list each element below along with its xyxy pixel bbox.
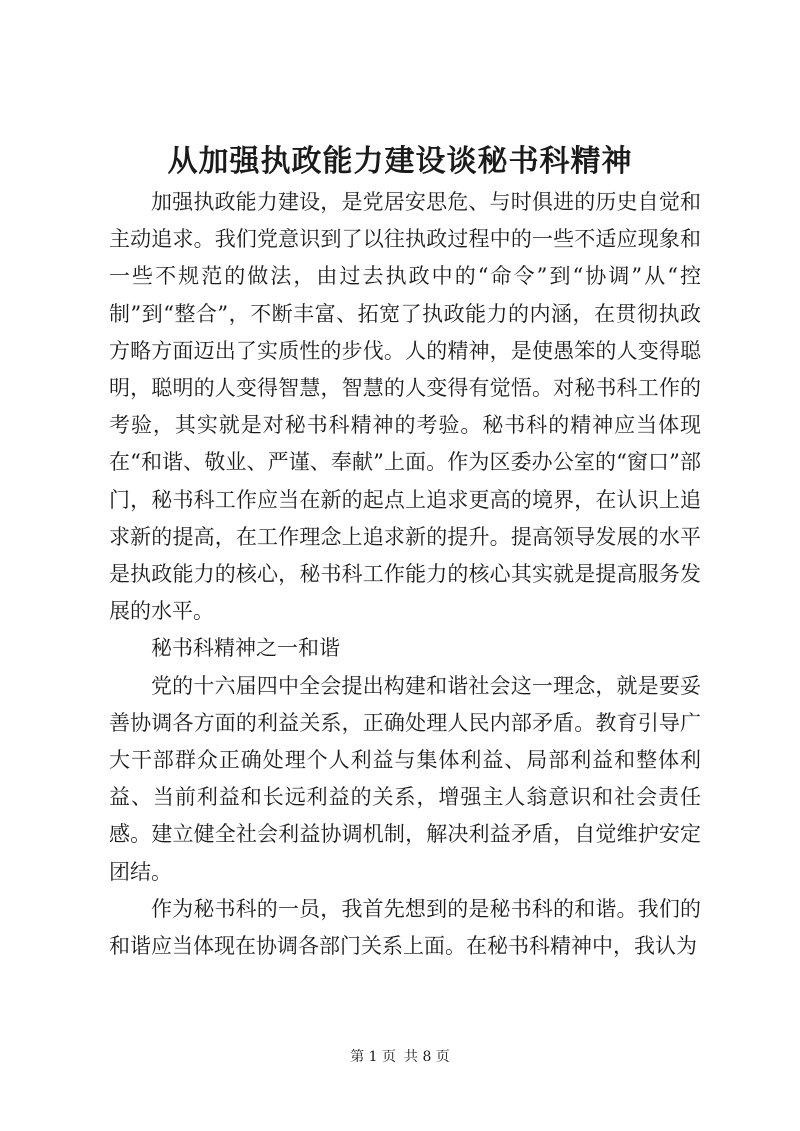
document-body bbox=[109, 184, 701, 965]
page-footer bbox=[0, 1047, 800, 1067]
paragraph-harmony-society: 党的十六届四中全会提出构建和谐社会这一理念，就是要妥善协调各方面的利益关系，正确处理人民内部矛盾。教育引导广大干部群众正确处理个人利益与集体利益、局部利益和整体利益、当前利益和长远利益的关系，增强主人翁意识和社会责任感。建立健全社会利益协调机制，解决利益矛盾，自觉维护安定团结。 bbox=[109, 673, 701, 884]
section-heading-harmony: 秘书科精神之一和谐 bbox=[151, 636, 340, 661]
paragraph-harmony-office: 作为秘书科的一员，我首先想到的是秘书科的和谐。我们的和谐应当体现在协调各部门关系上面。在秘书科精神中，我认为 bbox=[109, 896, 701, 959]
page-number: 第 1 页 bbox=[350, 1049, 396, 1065]
paragraph-intro: 加强执政能力建设，是党居安思危、与时俱进的历史自觉和主动追求。我们党意识到了以往执政过程中的一些不适应现象和一些不规范的做法，由过去执政中的“命令”到“协调”从“控制”到“整合”，不断丰富、拓宽了执政能力的内涵，在贯彻执政方略方面迈出了实质性的步伐。人的精神，是使愚笨的人变得聪明，聪明的人变得智慧，智慧的人变得有觉悟。对秘书科工作的考验，其实就是对秘书科精神的考验。秘书科的精神应当体现在“和谐、敬业、严谨、奉献”上面。作为区委办公室的“窗口”部门，秘书科工作应当在新的起点上追求更高的境界，在认识上追求新的提高，在工作理念上追求新的提升。提高领导发展的水平是执政能力的核心，秘书科工作能力的核心其实就是提高服务发展的水平。 bbox=[109, 190, 701, 624]
document-title: 从加强执政能力建设谈秘书科精神 bbox=[167, 144, 633, 179]
page-total: 共 8 页 bbox=[404, 1049, 450, 1065]
